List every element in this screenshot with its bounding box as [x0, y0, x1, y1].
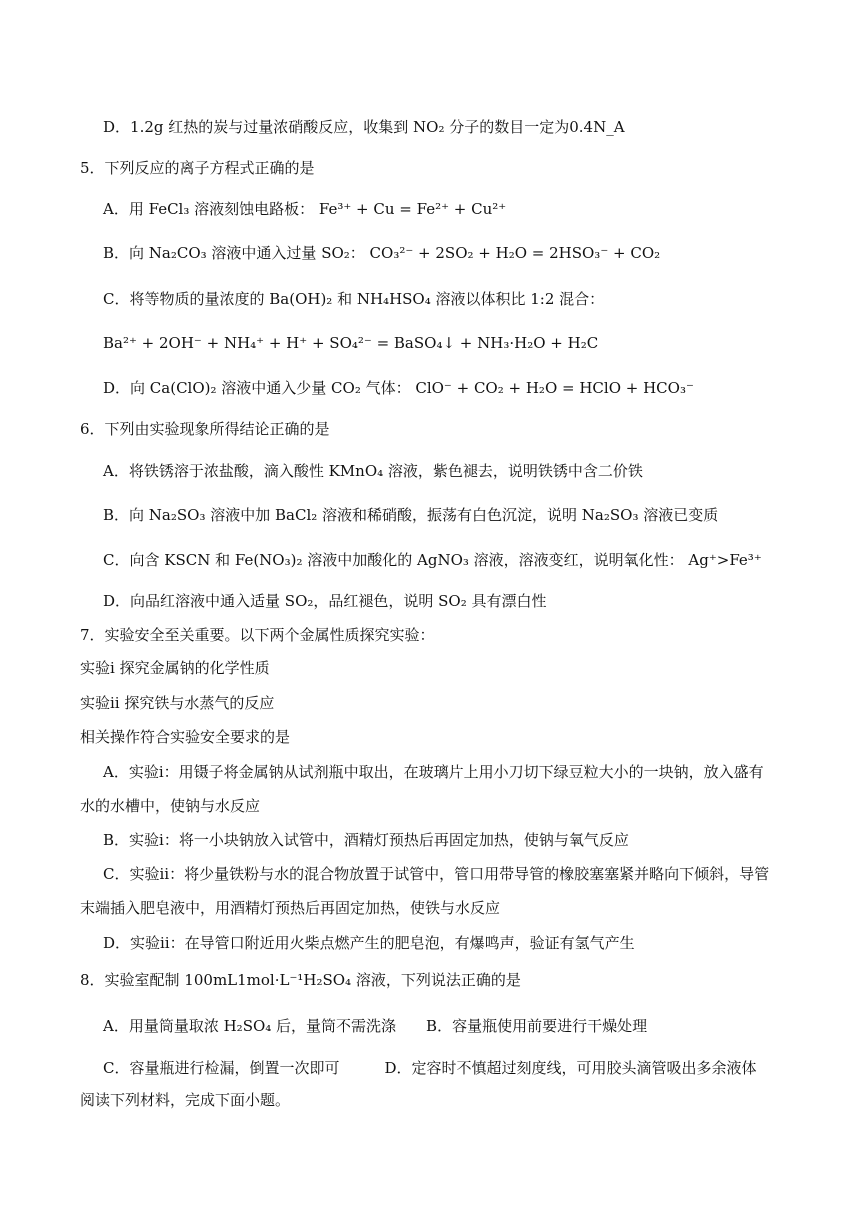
reading-instruction: 阅读下列材料，完成下面小题。 — [80, 1091, 291, 1109]
q6-option-b: B．向 Na₂SO₃ 溶液中加 BaCl₂ 溶液和稀硝酸，振荡有白色沉淀，说明 Na₂SO₃ 溶液已变质 — [103, 506, 719, 524]
q7-question: 相关操作符合实验安全要求的是 — [80, 728, 291, 746]
q5-option-d: D．向 Ca(ClO)₂ 溶液中通入少量 CO₂ 气体： ClO⁻ + CO₂ + H₂O = HClO + HCO₃⁻ — [103, 379, 694, 397]
q7-option-c-line2: 末端插入肥皂液中，用酒精灯预热后再固定加热，使铁与水反应 — [80, 899, 501, 917]
q6-option-d: D．向品红溶液中通入适量 SO₂，品红褪色，说明 SO₂ 具有漂白性 — [103, 592, 547, 610]
q7-option-d: D．实验ⅱ：在导管口附近用火柴点燃产生的肥皂泡，有爆鸣声，验证有氢气产生 — [103, 934, 635, 952]
q7-option-a-line2: 水的水槽中，使钠与水反应 — [80, 797, 261, 815]
q6-stem: 6．下列由实验现象所得结论正确的是 — [80, 420, 330, 438]
q5-stem: 5．下列反应的离子方程式正确的是 — [80, 159, 315, 177]
q5-option-a: A．用 FeCl₃ 溶液刻蚀电路板： Fe³⁺ + Cu = Fe²⁺ + Cu²⁺ — [103, 200, 507, 218]
q7-exp-1: 实验ⅰ 探究金属钠的化学性质 — [80, 659, 270, 677]
q4-option-d: D．1.2g 红热的炭与过量浓硝酸反应，收集到 NO₂ 分子的数目一定为0.4N_A — [103, 118, 625, 136]
q6-option-c: C．向含 KSCN 和 Fe(NO₃)₂ 溶液中加酸化的 AgNO₃ 溶液，溶液变红，说明氧化性： Ag⁺>Fe³⁺ — [103, 551, 762, 569]
q5-option-c: C．将等物质的量浓度的 Ba(OH)₂ 和 NH₄HSO₄ 溶液以体积比 1:2 混合： — [103, 290, 605, 308]
q5-option-c-equation: Ba²⁺ + 2OH⁻ + NH₄⁺ + H⁺ + SO₄²⁻ = BaSO₄↓ + NH₃·H₂O + H₂C — [103, 334, 599, 352]
q7-stem: 7．实验安全至关重要。以下两个金属性质探究实验： — [80, 626, 435, 644]
q8-option-ab: A．用量筒量取浓 H₂SO₄ 后，量筒不需洗涤 B．容量瓶使用前要进行干燥处理 — [103, 1017, 648, 1035]
q7-exp-2: 实验ⅱ 探究铁与水蒸气的反应 — [80, 694, 275, 712]
q8-option-cd: C．容量瓶进行检漏，倒置一次即可 D．定容时不慎超过刻度线，可用胶头滴管吸出多余液体 — [103, 1059, 757, 1077]
q6-option-a: A．将铁锈溶于浓盐酸，滴入酸性 KMnO₄ 溶液，紫色褪去，说明铁锈中含二价铁 — [103, 462, 643, 480]
q5-option-b: B．向 Na₂CO₃ 溶液中通入过量 SO₂： CO₃²⁻ + 2SO₂ + H₂O = 2HSO₃⁻ + CO₂ — [103, 244, 661, 262]
q8-stem: 8．实验室配制 100mL1mol·L⁻¹H₂SO₄ 溶液，下列说法正确的是 — [80, 971, 521, 989]
q7-option-b: B．实验ⅰ：将一小块钠放入试管中，酒精灯预热后再固定加热，使钠与氧气反应 — [103, 831, 629, 849]
q7-option-c-line1: C．实验ⅱ：将少量铁粉与水的混合物放置于试管中，管口用带导管的橡胶塞塞紧并略向下倾斜，导管 — [103, 865, 770, 883]
q7-option-a-line1: A．实验ⅰ：用镊子将金属钠从试剂瓶中取出，在玻璃片上用小刀切下绿豆粒大小的一块钠，放入盛有 — [103, 763, 764, 781]
